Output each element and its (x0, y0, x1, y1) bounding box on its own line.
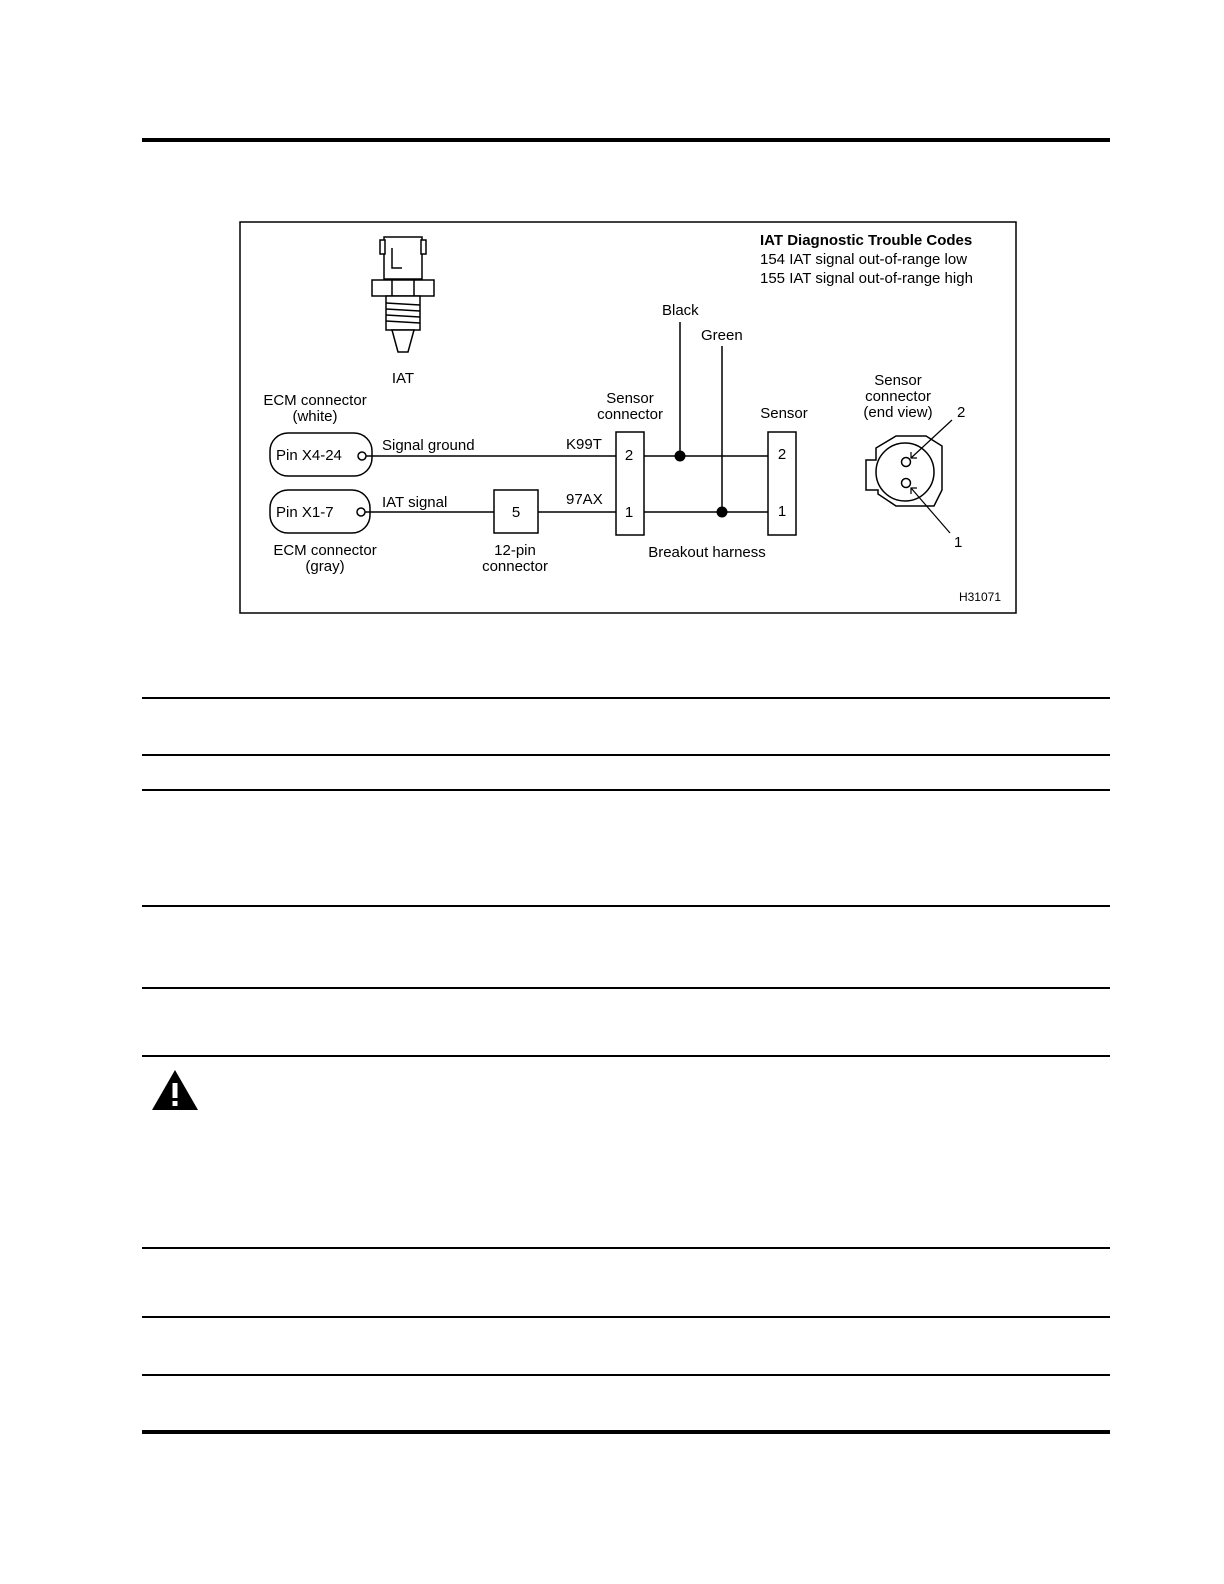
ecm-connector-white-label: ECM connector (263, 392, 367, 409)
twelve-pin-connector-label: connector (482, 558, 548, 575)
ecm-connector-white-label: (white) (292, 408, 338, 425)
end-view-pin-1-label: 1 (954, 534, 963, 551)
sensor-pin-1: 1 (777, 503, 787, 520)
green-splice (717, 507, 728, 518)
iat-label: IAT (391, 370, 415, 387)
ecm-connector-gray-label: (gray) (305, 558, 345, 575)
twelve-pin-connector-label: 12-pin (494, 542, 536, 559)
end-view-pin-2-label: 2 (957, 404, 966, 421)
twelve-pin-number: 5 (511, 504, 521, 521)
table-rule (142, 1055, 1110, 1057)
pin-x1-7-label: Pin X1-7 (276, 504, 334, 521)
wires (365, 322, 768, 512)
warning-icon (150, 1068, 200, 1112)
sensor-connector-label: Sensor (606, 390, 654, 407)
iat-sensor-icon (372, 237, 434, 352)
legend-title: IAT Diagnostic Trouble Codes (760, 232, 973, 249)
table-rule (142, 987, 1110, 989)
green-wire-label: Green (701, 327, 743, 344)
sensor-connector-label: connector (597, 406, 663, 423)
black-wire-label: Black (662, 302, 699, 319)
table-rule (142, 1316, 1110, 1318)
legend-line: 155 IAT signal out-of-range high (760, 270, 973, 287)
table-rule (142, 754, 1110, 756)
figure-id: H31071 (958, 590, 1001, 604)
pin-x4-24-label: Pin X4-24 (276, 447, 342, 464)
wire-k99t-label: K99T (566, 436, 602, 453)
sensor-connector-pin-2: 2 (624, 447, 634, 464)
table-rule (142, 789, 1110, 791)
sensor-pin-2: 2 (777, 446, 787, 463)
wire-97ax-label: 97AX (566, 491, 603, 508)
iat-signal-label: IAT signal (382, 494, 448, 511)
table-rule (142, 1374, 1110, 1376)
end-view-label: connector (865, 388, 931, 405)
signal-ground-label: Signal ground (382, 437, 475, 454)
sensor-connector-end-view-icon (866, 436, 942, 506)
table-rule (142, 697, 1110, 699)
sensor-connector-pin-1: 1 (624, 504, 634, 521)
end-view-label: (end view) (863, 404, 933, 421)
legend-line: 154 IAT signal out-of-range low (760, 251, 968, 268)
ecm-connector-gray-label: ECM connector (273, 542, 377, 559)
black-splice (675, 451, 686, 462)
breakout-harness-label: Breakout harness (648, 544, 766, 561)
end-view-label: Sensor (874, 372, 922, 389)
table-rule (142, 905, 1110, 907)
wiring-diagram (0, 0, 1224, 660)
bottom-rule (142, 1430, 1110, 1434)
sensor-label: Sensor (760, 405, 808, 422)
table-rule (142, 1247, 1110, 1249)
